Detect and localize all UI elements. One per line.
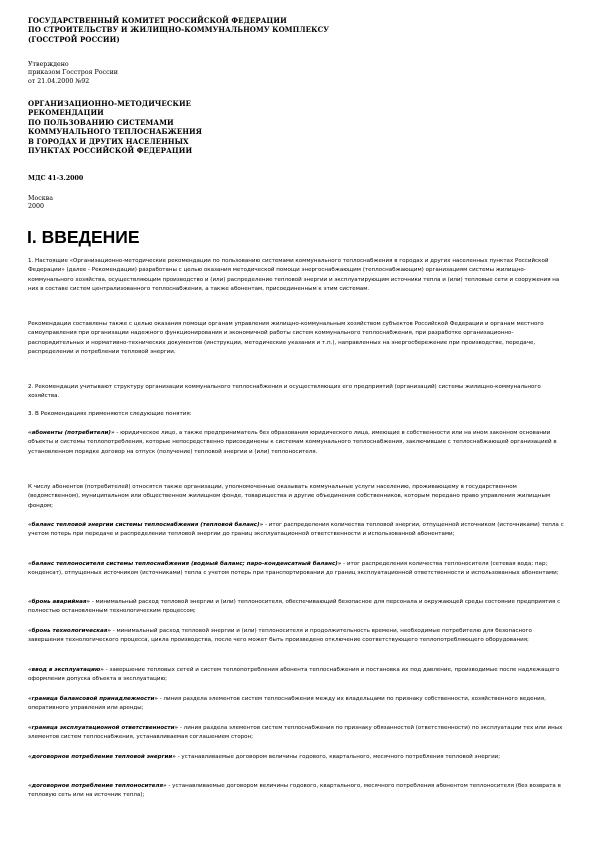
section-heading: I. ВВЕДЕНИЕ (27, 227, 140, 247)
paragraph-12 (28, 695, 568, 714)
definition-technological-reserve: - минимальный расход тепловой энергии и (или) теплоносителя и продолжительность времени, необходимые потребителю для безопасного завершения технологического процесса, цикла производства, после чего может быть произведено отключение соответствующего теплопотребляющего оборудования; (28, 628, 532, 644)
paragraph-15 (28, 782, 568, 801)
term-contract-coolant-consumption: «договорное потребление теплоносителя» (28, 783, 167, 789)
title-line-3: ПО ПОЛЬЗОВАНИЮ СИСТЕМАМИ (28, 117, 174, 127)
paragraph-9 (28, 598, 568, 617)
place-year (28, 195, 568, 212)
paragraph-11 (28, 666, 568, 685)
paragraph-8 (28, 560, 568, 579)
definition-contract-coolant-consumption: - устанавливаемые договором величины годового, квартального, месячного потребления абонентом теплоносителя (без возврата в тепловую сеть или на источник тепла); (28, 783, 561, 799)
paragraph-10 (28, 627, 568, 646)
paragraph-14 (28, 753, 568, 762)
paragraph-1: 1. Настоящие «Организационно-методические рекомендации по пользованию системами коммунального теплоснабжения в городах и других населенных пунктах Российской Федерации» (далее - Рекомендации) разработаны с целью оказания методической помощи энергоснабжающим (теплоснабжающим) организациям системы жилищно-коммунального хозяйства, осуществляющим производство и (или) распределение тепловой энергии и эксплуатирующим источники тепла и (или) тепловые сети и сооружения на них в составе систем централизованного теплоснабжения, а также абонентам, присоединенным к этим системам. (28, 258, 560, 292)
title-line-6: ПУНКТАХ РОССИЙСКОЙ ФЕДЕРАЦИИ (28, 146, 193, 156)
paragraph-5 (28, 429, 568, 457)
term-subscribers: «абоненты (потребители)» (28, 430, 115, 436)
definition-commissioning: - завершение тепловых сетей и систем теплопотребления абонента теплоснабжения и постановка их под давление, производимые после надлежащего оформления допуска объекта в эксплуатацию; (28, 667, 560, 683)
org-line-3: (ГОССТРОЙ РОССИИ) (28, 34, 120, 44)
definition-contract-heat-consumption: - устанавливаемые договором величины годового, квартального, месячного потребления тепловой энергии; (175, 754, 501, 760)
term-operational-boundary: «граница эксплуатационной ответственности» (28, 725, 179, 731)
definition-emergency-reserve: - минимальный расход тепловой энергии и (или) теплоносителя, обеспечивающий безопасное для персонала и окружающей среды состояние предприятия с полностью остановленным технологическим процессом; (28, 599, 561, 615)
title-line-4: КОММУНАЛЬНОГО ТЕПЛОСНАБЖЕНИЯ (28, 127, 203, 137)
term-ownership-boundary: «граница балансовой принадлежности» (28, 696, 158, 702)
place: Москва (28, 195, 53, 202)
approval-line-1: Утверждено (28, 61, 69, 68)
term-technological-reserve: «бронь технологическая» (28, 628, 111, 634)
approval-line-3: от 21.04.2000 №92 (28, 77, 90, 85)
term-emergency-reserve: «бронь аварийная» (28, 599, 91, 605)
org-line-1: ГОСУДАРСТВЕННЫЙ КОМИТЕТ РОССИЙСКОЙ ФЕДЕРАЦИИ (28, 16, 287, 25)
paragraph-2: Рекомендации составлены также с целью оказания помощи органам управления жилищно-коммунальным хозяйством субъектов Российской Федерации и органам местного самоуправления при организации надежного функционирования и экономичной работы систем коммунального теплоснабжения, при разработке организационно-распорядительных и нормативно-технических документов (инструкции, методические указания и т.п.), направленных на энергосбережение при производстве, передаче, распределении и потреблении тепловой энергии. (28, 321, 544, 355)
term-commissioning: «ввод в эксплуатацию» (28, 667, 104, 673)
title-line-5: В ГОРОДАХ И ДРУГИХ НАСЕЛЕННЫХ (28, 136, 189, 146)
document-code: МДС 41-3.2000 (28, 175, 84, 182)
definition-operational-boundary: - линия раздела элементов систем теплоснабжения по признаку обязанностей (ответственности) по эксплуатации тех или иных элементов систем теплоснабжения, устанавливаемая соглашением сторон; (28, 725, 563, 741)
approval-line-2: приказом Госстроя России (28, 69, 119, 77)
definition-coolant-balance: - итог распределения количества теплоносителя (сетевая вода; пар; конденсат), отпущенных источником (источниками) тепла с учетом потерь при транспортировании до границ эксплуатационной ответственности и использованных абонентами; (28, 561, 559, 577)
paragraph-6: К числу абонентов (потребителей) относятся также организации, уполномоченные оказывать коммунальные услуги населению, проживающему в государственном (ведомственном), муниципальном или общественном жилищном фонде, товарищества и другие объединения собственников, которым передано право управления жилищным фондом; (28, 484, 551, 509)
org-line-2: ПО СТРОИТЕЛЬСТВУ И ЖИЛИЩНО-КОММУНАЛЬНОМУ КОМПЛЕКСУ (28, 25, 330, 35)
title-line-2: РЕКОМЕНДАЦИИ (28, 108, 104, 118)
paragraph-3: 2. Рекомендации учитывают структуру организации коммунального теплоснабжения и осуществляющих его предприятий (организаций) системы жилищно-коммунального хозяйства. (28, 384, 541, 400)
title-line-1: ОРГАНИЗАЦИОННО-МЕТОДИЧЕСКИЕ (28, 99, 192, 108)
organization-header (28, 16, 568, 44)
definition-subscribers: - юридическое лицо, а также предприниматель без образования юридического лица, имеющие в собственности или на ином законном основании объекты и системы теплопотребления, которые непосредственно присоединены к системам коммунального теплоснабжения, заключившие с теплоснабжающей организацией в установленном порядке договор на отпуск (получение) тепловой энергии и (или) теплоносителя. (28, 430, 557, 455)
definition-heat-balance: - итог распределения количества тепловой энергии, отпущенной источником (источниками) тепла с учетом потерь при передаче и распределении тепловой энергии до границ эксплуатационной ответственности и использованной абонентами; (28, 522, 564, 538)
definition-ownership-boundary: - линия раздела элементов систем теплоснабжения между их владельцами по признаку собственности, хозяйственного ведения, оперативного управления или аренды; (28, 696, 546, 712)
paragraph-4: 3. В Рекомендациях применяются следующие понятия: (28, 411, 192, 417)
document-title (28, 99, 568, 155)
term-coolant-balance: «баланс теплоносителя системы теплоснабжения (водный баланс; паро-конденсатный баланс)» (28, 561, 342, 567)
paragraph-7 (28, 521, 568, 540)
approval-block (28, 61, 568, 86)
paragraph-13 (28, 724, 568, 743)
term-contract-heat-consumption: «договорное потребление тепловой энергии» (28, 754, 176, 760)
year: 2000 (28, 203, 45, 211)
term-heat-balance: «баланс тепловой энергии системы теплоснабжения (тепловой баланс)» (28, 522, 264, 528)
